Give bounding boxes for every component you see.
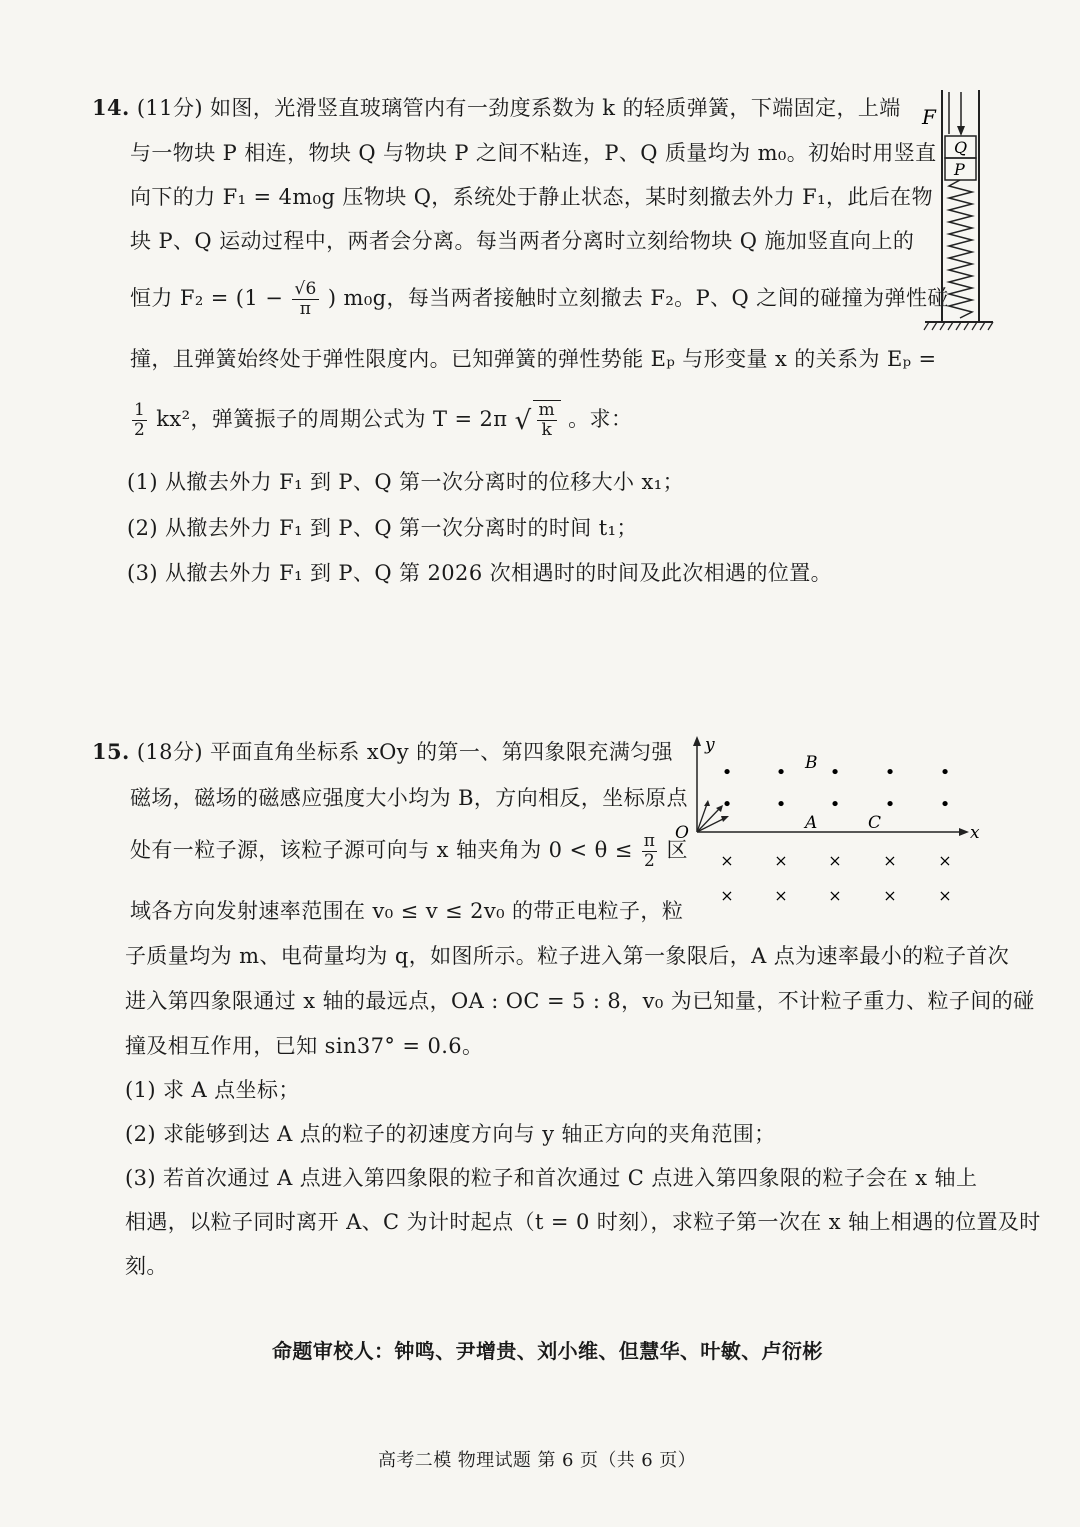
force-label: F [922,105,936,129]
field-dot: • [775,762,787,783]
q15-line1 [92,736,673,766]
block-q-label: Q [954,138,968,157]
q14-f2-frac-num: √6 [294,279,317,299]
q14-sqrt-num: m [538,400,556,420]
field-dot: • [939,762,951,783]
q15-line3-pre: 处有一粒子源，该粒子源可向与 x 轴夹角为 0 < θ ≤ [130,838,633,862]
field-cross: × [774,886,788,905]
field-dot: • [884,794,896,815]
q14-line7-end: 。求： [568,407,633,431]
q15-line3-post: 区 [666,838,688,862]
field-dot: • [829,762,841,783]
a-label: A [805,813,818,833]
reviewers-line: 命题审校人：钟鸣、尹增贵、刘小维、但慧华、叶敏、卢衍彬 [272,1339,823,1363]
field-dot: • [721,762,733,783]
b-label: B [805,753,818,773]
field-crosses [720,851,951,905]
field-cross: × [883,886,897,905]
q14-sqrt-fraction [537,401,558,440]
field-cross: × [774,851,788,870]
q14-half-den: 2 [134,420,146,440]
q15-line4: 域各方向发射速率范围在 v₀ ≤ v ≤ 2v₀ 的带正电粒子，粒 [130,899,684,923]
page-info: 高考二模 物理试题 第 6 页（共 6 页） [378,1450,697,1471]
arrow-down-icon [957,126,965,136]
q14-half-fraction [132,401,147,440]
arrow-up-icon [693,736,701,746]
q15-sub3c: 刻。 [125,1254,168,1278]
arrow-right-icon [959,828,969,836]
c-label: C [868,813,882,833]
q15-theta-num: π [643,831,656,851]
origin-label: O [675,823,689,843]
field-cross: × [883,851,897,870]
sqrt-icon: √ [514,406,532,436]
ground-hatch [924,322,993,330]
q14-line5-pre: 恒力 F₂ = (1 − [130,286,284,310]
q15-line5: 子质量均为 m、电荷量均为 q，如图所示。粒子进入第一象限后，A 点为速率最小的粒子首次 [125,944,1010,968]
q14-line3: 向下的力 F₁ = 4m₀g 压物块 Q，系统处于静止状态，某时刻撤去外力 F₁，此后在物 [130,185,933,209]
field-dots [722,762,951,815]
field-dot: • [939,794,951,815]
q14-f2-fraction [292,280,318,319]
q14-spring-figure [915,90,995,335]
field-cross: × [938,851,952,870]
q14-line5-post: ) m₀g，每当两者接触时立刻撤去 F₂。P、Q 之间的碰撞为弹性碰 [327,286,949,310]
field-cross: × [828,851,842,870]
field-dot: • [884,762,896,783]
q14-line6: 撞，且弹簧始终处于弹性限度内。已知弹簧的弹性势能 Eₚ 与形变量 x 的关系为 Eₚ = [130,347,937,371]
q15-field-figure [665,732,990,917]
q15-score: (18分) [136,740,203,764]
field-cross: × [938,886,952,905]
field-cross: × [828,886,842,905]
q15-theta-den: 2 [643,851,656,871]
q15-line2: 磁场，磁场的磁感应强度大小均为 B，方向相反，坐标原点 [130,786,688,810]
q15-theta-fraction [642,832,658,871]
q14-line7-mid: kx²，弹簧振子的周期公式为 T = 2π [156,407,508,431]
field-dot: • [829,794,841,815]
q15-sub1: (1) 求 A 点坐标； [125,1078,300,1102]
q14-line2: 与一物块 P 相连，物块 Q 与物块 P 之间不粘连，P、Q 质量均为 m₀。初始时用竖直 [130,141,937,165]
q14-sub3: (3) 从撤去外力 F₁ 到 P、Q 第 2026 次相遇时的时间及此次相遇的位置。 [127,561,833,585]
spring-coil [949,180,972,318]
velocity-vector-2 [697,808,720,832]
field-cross: × [720,886,734,905]
q14-sub2: (2) 从撤去外力 F₁ 到 P、Q 第一次分离时的时间 t₁； [127,516,638,540]
field-dot: • [775,794,787,815]
q15-sub3a: (3) 若首次通过 A 点进入第四象限的粒子和首次通过 C 点进入第四象限的粒子会在 x 轴上 [125,1166,978,1190]
q14-line1 [92,92,901,122]
q14-line5 [130,280,949,319]
q14-sqrt-den: k [541,420,553,440]
q15-sub2: (2) 求能够到达 A 点的粒子的初速度方向与 y 轴正方向的夹角范围； [125,1122,776,1146]
q15-line3 [130,832,688,871]
q14-line7 [130,400,632,440]
q15-line7: 撞及相互作用，已知 sin37° = 0.6。 [125,1034,484,1058]
q14-score: (11分) [136,96,203,120]
q14-half-num: 1 [134,400,146,420]
field-cross: × [720,851,734,870]
q14-sqrt-body [533,400,562,440]
q14-text-1: 如图，光滑竖直玻璃管内有一劲度系数为 k 的轻质弹簧，下端固定，上端 [210,96,901,120]
arrow-icon-v3 [721,816,729,822]
q14-sub1: (1) 从撤去外力 F₁ 到 P、Q 第一次分离时的位移大小 x₁； [127,470,684,494]
field-dot: • [721,794,733,815]
q15-line6: 进入第四象限通过 x 轴的最远点，OA : OC = 5 : 8，v₀ 为已知量，不计粒子重力、粒子间的碰 [125,989,1035,1013]
arrow-icon-v1 [704,800,710,806]
q14-line4: 块 P、Q 运动过程中，两者会分离。每当两者分离时立刻给物块 Q 施加竖直向上的 [130,229,915,253]
q14-number: 14. [92,95,130,120]
q14-f2-frac-den: π [299,299,312,319]
q15-text-1: 平面直角坐标系 xOy 的第一、第四象限充满匀强 [210,740,673,764]
x-axis-label: x [970,823,980,843]
q15-sub3b: 相遇，以粒子同时离开 A、C 为计时起点（t = 0 时刻），求粒子第一次在 x 轴上相遇的位置及时 [125,1210,1041,1234]
y-axis-label: y [705,735,715,755]
block-p-label: P [954,160,965,179]
q15-number: 15. [92,739,130,764]
